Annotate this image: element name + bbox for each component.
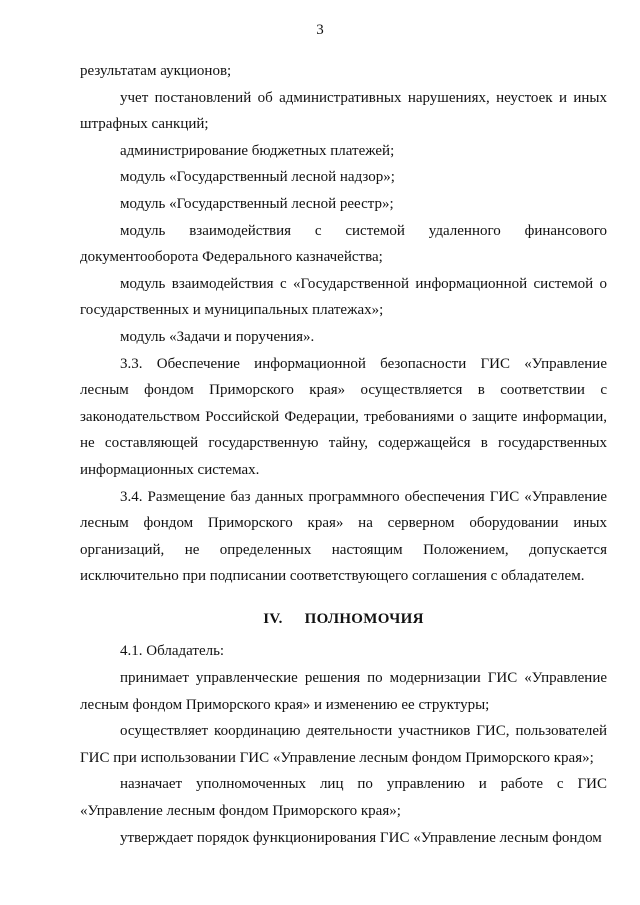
paragraph: модуль взаимодействия с системой удаленного финансового документооборота Федерального казначейства;: [80, 222, 607, 266]
paragraph: учет постановлений об административных нарушениях, неустоек и иных штрафных санкций;: [80, 89, 607, 133]
section-title: ПОЛНОМОЧИЯ: [304, 610, 424, 627]
section-number: IV.: [263, 610, 283, 627]
paragraph: 3.3. Обеспечение информационной безопасности ГИС «Управление лесным фондом Приморского края» осуществляется в соответствии с законодательством Российской Федерации, требованиями о защите информации, не составляющей государственную тайну, содержащейся в государственных информационных системах.: [80, 355, 607, 478]
paragraph: модуль взаимодействия с «Государственной информационной системой о государственных и муниципальных платежах»;: [80, 275, 607, 319]
paragraph: 3.4. Размещение баз данных программного обеспечения ГИС «Управление лесным фондом Приморского края» на серверном оборудовании иных организаций, не определенных настоящим Положением, допускается исключительно при подписании соответствующего соглашения с обладателем.: [80, 488, 607, 585]
paragraph: модуль «Государственный лесной надзор»;: [120, 169, 395, 186]
paragraph: результатам аукционов;: [80, 63, 232, 79]
paragraph: 4.1. Обладатель:: [120, 643, 225, 660]
paragraph: модуль «Задачи и поручения».: [120, 328, 315, 345]
page-number: 3: [316, 22, 324, 38]
section-heading: [80, 606, 607, 633]
paragraph: утверждает порядок функционирования ГИС «Управление лесным фондом: [120, 829, 602, 846]
paragraph: осуществляет координацию деятельности участников ГИС, пользователей ГИС при использовании ГИС «Управление лесным фондом Приморского края»;: [80, 723, 607, 766]
paragraph: принимает управленческие решения по модернизации ГИС «Управление лесным фондом Приморского края» и изменению ее структуры;: [80, 670, 607, 713]
document-body: [80, 58, 607, 851]
paragraph: администрирование бюджетных платежей;: [120, 142, 395, 159]
paragraph: назначает уполномоченных лиц по управлению и работе с ГИС «Управление лесным фондом Приморского края»;: [80, 776, 607, 820]
paragraph: модуль «Государственный лесной реестр»;: [120, 195, 394, 212]
